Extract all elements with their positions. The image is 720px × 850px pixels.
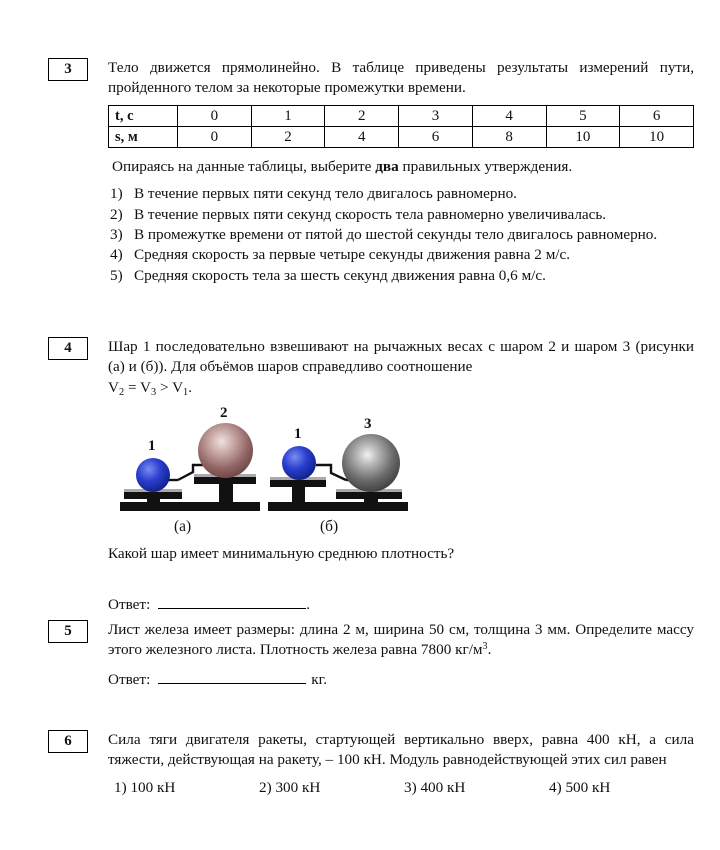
choice-text: 300 кН [275,779,321,797]
task-6-body [108,730,694,799]
formula-v2: V [108,379,119,397]
task-5-prompt-main: Лист железа имеет размеры: длина 2 м, ширина 50 см, толщина 3 мм. Определите массу этого железного листа. Плотность железа равна 7800 кг/м [108,621,694,659]
scale-b-caption: (б) [320,518,339,536]
task-6-choice-4[interactable] [549,778,694,799]
option-marker: 5) [110,266,123,284]
task-3-instruction-emphasis: два [375,158,399,176]
formula-v1: V [172,379,184,397]
task-3-body [108,58,694,286]
balance-scale-a [116,405,261,536]
table-cell: 3 [399,106,473,127]
task-5-prompt-tail: . [487,641,492,659]
task-3-instruction-after: правильных утверждения. [398,158,573,176]
task-5-prompt [108,620,694,660]
task-6-number: 6 [64,733,72,749]
task-3-option-2[interactable] [108,205,694,225]
scale-a-right-column [219,483,233,502]
task-5-answer-blank[interactable] [158,670,306,684]
scale-b-left-column [292,486,305,502]
table-cell: 1 [251,106,325,127]
ball-1-label-scale-b: 1 [294,426,302,443]
scale-a-caption: (а) [174,518,192,536]
ball-3-scale-b [342,434,400,492]
task-3-options [108,184,694,286]
task-6-prompt: Сила тяги двигателя ракеты, стартующей вертикально вверх, равна 400 кН, а сила тяжести, действующая на ракету, – 100 кН. Модуль равнодействующей этих сил равен [108,731,694,769]
ball-1-label-scale-a: 1 [148,438,156,455]
option-marker: 3) [110,225,123,243]
table-row-header: t, с [109,106,178,127]
task-4-answer-trailing: . [306,596,311,614]
task-5-number: 5 [64,623,72,639]
table-cell: 10 [546,127,620,148]
option-text: Средняя скорость тела за шесть секунд движения равна 0,6 м/с. [134,266,546,284]
task-5-answer-label: Ответ: [108,671,151,689]
table-cell: 2 [325,106,399,127]
table-cell: 8 [472,127,546,148]
task-4-question: Какой шар имеет минимальную среднюю плотность? [108,545,455,563]
balance-scales-figure [116,405,416,536]
task-5-number-box [48,620,88,643]
table-cell: 0 [178,106,252,127]
formula-v3: V [140,379,151,397]
task-6-choice-3[interactable] [404,778,549,799]
formula-eq: = [124,379,141,397]
table-row [109,127,694,148]
task-6-choice-2[interactable] [259,778,404,799]
task-3-option-1[interactable] [108,184,694,204]
task-4-number-box [48,337,88,360]
table-row-header: s, м [109,127,178,148]
choice-marker: 4) [549,779,562,797]
table-cell: 10 [620,127,694,148]
ball-1-scale-b [282,446,316,480]
table-cell: 2 [251,127,325,148]
table-cell: 0 [178,127,252,148]
task-5-prompt-exponent: 3 [482,641,488,653]
task-5-answer-line [108,670,694,689]
task-3-option-5[interactable] [108,266,694,286]
option-marker: 4) [110,246,123,264]
task-3-prompt: Тело движется прямолинейно. В таблице приведены результаты измерений пути, пройденного телом за некоторые промежутки времени. [108,59,694,97]
task-4-answer-blank[interactable] [158,595,306,609]
ball-1-scale-a [136,458,170,492]
task-4-number: 4 [64,340,72,356]
task-3-number-box [48,58,88,81]
choice-text: 500 кН [565,779,611,797]
table-cell: 5 [546,106,620,127]
choice-marker: 2) [259,779,272,797]
ball-2-label-scale-a: 2 [220,405,228,422]
formula-gt: > [156,379,173,397]
option-marker: 1) [110,185,123,203]
choice-text: 100 кН [130,779,176,797]
table-cell: 4 [472,106,546,127]
scale-a-base [120,502,260,511]
task-4-answer-label: Ответ: [108,596,151,614]
formula-period: . [188,379,192,397]
task-3-number: 3 [64,61,72,77]
table-cell: 6 [399,127,473,148]
table-row [109,106,694,127]
option-text: В течение первых пяти секунд скорость тела равномерно увеличивалась. [134,205,607,223]
task-4-formula [108,378,694,398]
scale-a-left-column [147,496,160,502]
task-4-answer-line [108,595,694,614]
scale-b-right-column [364,496,378,502]
task-3-instruction [108,157,694,177]
option-text: Средняя скорость за первые четыре секунды движения равна 2 м/с. [134,246,571,264]
task-4-prompt: Шар 1 последовательно взвешивают на рычажных весах с шаром 2 и шаром 3 (рисунки (а) и (б)). Для объёмов шаров справедливо соотношение [108,338,694,376]
choice-marker: 3) [404,779,417,797]
task-5-answer-unit: кг. [311,671,327,689]
task-6-choice-1[interactable] [114,778,259,799]
option-text: В промежутке времени от пятой до шестой секунды тело двигалось равномерно. [134,225,658,243]
task-3-option-3[interactable] [108,225,694,245]
task-5-body [108,620,694,689]
option-text: В течение первых пяти секунд тело двигалось равномерно. [134,185,517,203]
table-cell: 4 [325,127,399,148]
balance-scale-b [264,410,409,535]
task-3-option-4[interactable] [108,245,694,265]
ball-2-scale-a [198,423,253,478]
formula-sub1: 1 [183,386,189,398]
choice-marker: 1) [114,779,127,797]
task-4-body [108,337,694,614]
task-3-data-table [108,105,694,148]
ball-3-label-scale-b: 3 [364,416,372,433]
formula-sub3: 3 [151,386,157,398]
table-cell: 6 [620,106,694,127]
scale-b-base [268,502,408,511]
task-6-number-box [48,730,88,753]
task-3-instruction-before: Опираясь на данные таблицы, выберите [112,158,376,176]
formula-sub2: 2 [118,386,125,398]
option-marker: 2) [110,205,123,223]
task-6-choices [108,778,694,799]
choice-text: 400 кН [420,779,466,797]
